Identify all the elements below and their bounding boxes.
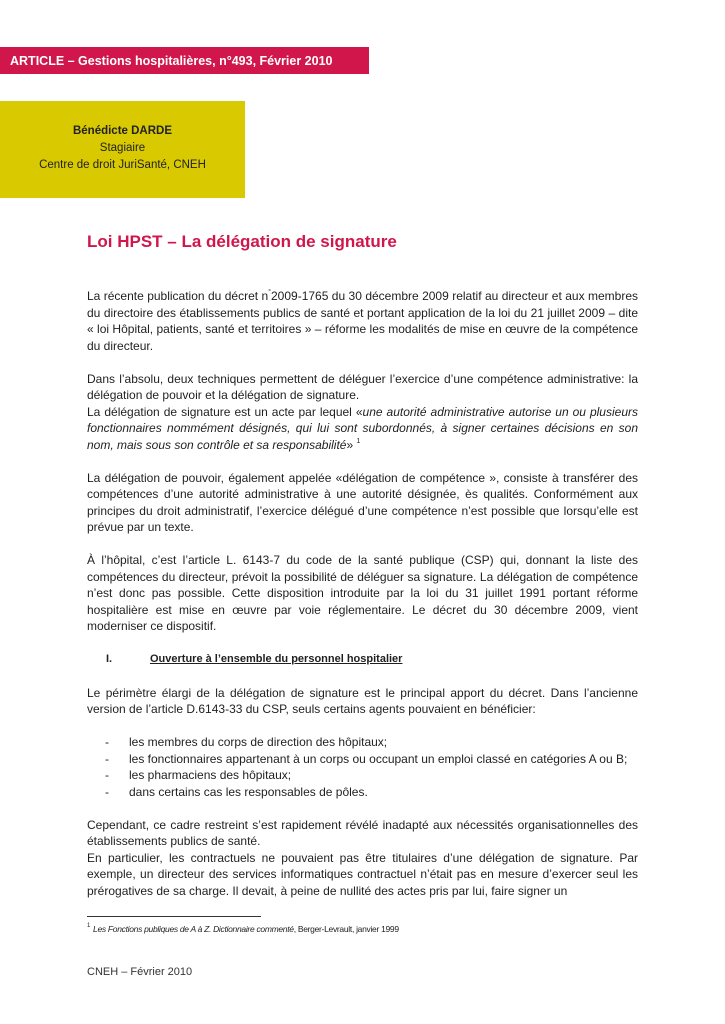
author-name: Bénédicte DARDE (72, 125, 173, 137)
paragraph: En particulier, les contractuels ne pouvaient pas être titulaires d’une délégation de signature. Par exemple, un directeur des services informatiques contractuel n’était pas en mesure d’exercer seul les prérogatives de sa charge. Il devait, à peine de nullité des actes pris par lui, faire signer un (87, 850, 638, 898)
footnote-number: 1 (87, 923, 91, 929)
dash-bullet: - (105, 784, 109, 799)
list-item: - les membres du corps de direction des hôpitaux; (105, 735, 388, 749)
degree-sign: ° (268, 289, 271, 296)
page-footer: CNEH – Février 2010 (87, 966, 193, 978)
section-title: Ouverture à l’ensemble du personnel hospitalier (150, 653, 403, 665)
quoted-definition: une autorité administrative autorise un ou plusieurs fonctionnaires nommément désignés, qui lui sont subordonnés, à signer certaines décisions en son nom, mais sous son contrôle et sa responsabilité (87, 404, 638, 452)
eligible-agents-list (87, 734, 638, 800)
dash-bullet: - (105, 768, 109, 782)
footnote-source-details: , Berger-Levrault, janvier 1999 (293, 924, 399, 934)
list-item: - dans certains cas les responsables de pôles. (105, 784, 368, 799)
article-title: Loi HPST – La délégation de signature (87, 232, 397, 251)
paragraph: La délégation de signature est un acte par lequel «une autorité administrative autorise un ou plusieurs fonctionnaires nommément désignés, qui lui sont subordonnés, à signer certaines décisions en son nom, mais sous son contrôle et sa responsabilité» $^1$ (87, 404, 638, 452)
section-heading (106, 651, 638, 668)
section-number: I. (106, 653, 113, 665)
author-role: Stagiaire (99, 142, 146, 154)
footnote-separator (87, 916, 261, 917)
paragraph: Cependant, ce cadre restreint s’est rapidement révélé inadapté aux nécessités organisationnelles des établissements publics de santé. (87, 817, 638, 848)
list-item: - les fonctionnaires appartenant à un corps ou occupant un emploi classé en catégories A ou B; (105, 751, 628, 766)
footnote-reference[interactable]: 1 (356, 437, 361, 445)
author-org: Centre de droit JuriSanté, CNEH (39, 159, 206, 171)
paragraph: Dans l’absolu, deux techniques permettent de déléguer l’exercice d’une compétence administrative: la délégation de pouvoir et la délégation de signature. (87, 371, 638, 402)
dash-bullet: - (105, 735, 109, 749)
article-banner (0, 47, 369, 74)
paragraph: À l’hôpital, c’est l’article L. 6143-7 du code de la santé publique (CSP) qui, donnant la liste des compétences du directeur, prévoit la possibilité de déléguer sa signature. La délégation de compétence n’est donc pas possible. Cette disposition introduite par la loi du 31 juillet 1991 portant réforme hospitalière est mise en œuvre par voie réglementaire. Le décret du 30 décembre 2009, vient moderniser ce dispositif. (87, 553, 638, 633)
author-box (0, 101, 245, 198)
paragraph: La délégation de pouvoir, également appelée «délégation de compétence », consiste à transférer des compétences d’une autorité administrative à une autorité désignée, ès qualités. Conformément aux principes du droit administratif, l’exercice délégué d’une compétence n’est possible que lorsqu’elle est prévue par un texte. (87, 470, 638, 534)
footnote (87, 924, 399, 934)
dash-bullet: - (105, 751, 109, 766)
list-item: - les pharmaciens des hôpitaux; (105, 768, 292, 782)
banner-text: ARTICLE – Gestions hospitalières, n°493, Février 2010 (10, 53, 333, 68)
paragraph: La récente publication du décret n°2009-1765 du 30 décembre 2009 relatif au directeur et aux membres du directoire des établissements publics de santé et portant application de la loi du 21 juillet 2009 – dite « loi Hôpital, patients, santé et territoires » – réforme les modalités de mise en œuvre de la compétence du directeur. (87, 289, 638, 353)
paragraph: Le périmètre élargi de la délégation de signature est le principal apport du décret. Dans l’ancienne version de l’article D.6143-33 du CSP, seuls certains agents pouvaient en bénéficier: (87, 685, 638, 716)
article-body (87, 288, 638, 916)
footnote-source-title: Les Fonctions publiques de A à Z. Dictionnaire commenté (93, 924, 294, 934)
